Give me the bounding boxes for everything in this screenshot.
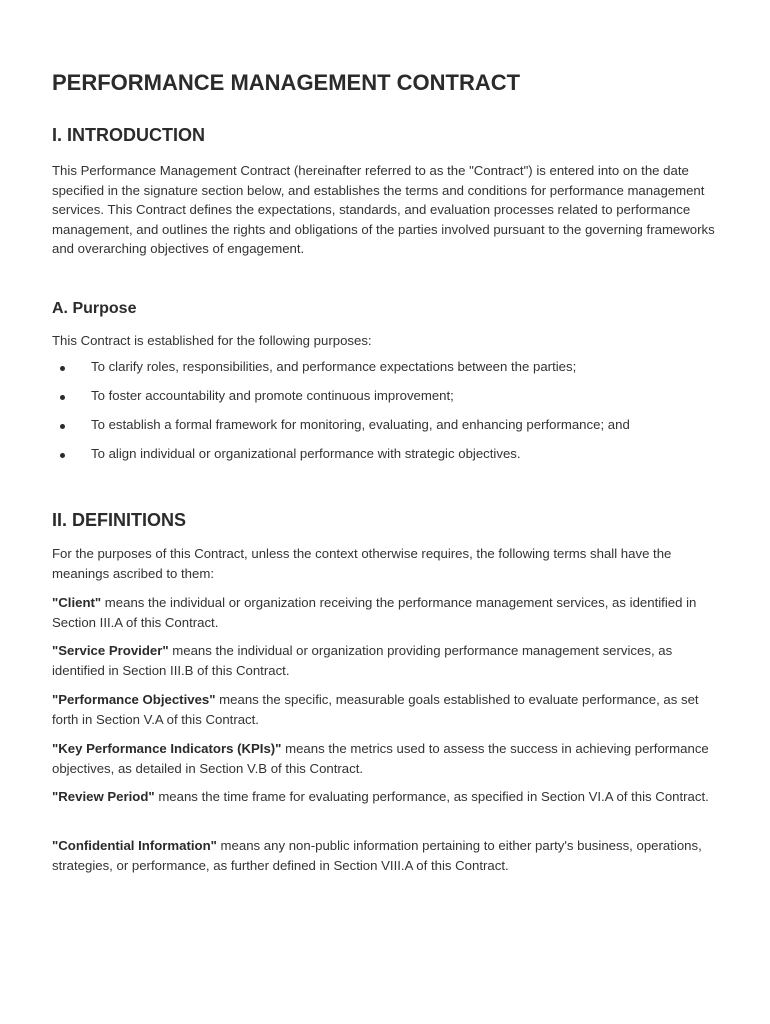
list-item-text: To align individual or organizational performance with strategic objectives. (91, 446, 521, 461)
definition-performance-objectives (52, 690, 720, 729)
definition-term: "Service Provider" (52, 643, 169, 658)
definition-text: means the time frame for evaluating performance, as specified in Section VI.A of this Contract. (154, 789, 709, 804)
list-item (52, 357, 701, 377)
bullet-icon (60, 424, 65, 429)
definition-text: means the individual or organization receiving the performance management services, as identified in Section III.A of this Contract. (52, 595, 697, 630)
definition-text: means any non-public information pertaining to either party's business, operations, strategies, or performance, as further defined in Section VIII.A of this Contract. (52, 838, 702, 873)
list-item (52, 415, 701, 435)
definition-text: means the specific, measurable goals established to evaluate performance, as set forth in Section V.A of this Contract. (52, 692, 699, 727)
definition-text: means the metrics used to assess the success in achieving performance objectives, as detailed in Section V.B of this Contract. (52, 741, 709, 776)
definition-term: "Performance Objectives" (52, 692, 216, 707)
list-item (52, 444, 701, 464)
definition-term: "Client" (52, 595, 102, 610)
definition-text: means the individual or organization providing performance management services, as identified in Section III.B of this Contract. (52, 643, 673, 678)
section-heading-definitions: II. DEFINITIONS (52, 510, 187, 530)
definition-confidential-information (52, 836, 720, 875)
definition-service-provider (52, 641, 720, 680)
list-item-text: To foster accountability and promote continuous improvement; (91, 388, 454, 403)
definitions-intro: For the purposes of this Contract, unless the context otherwise requires, the following terms shall have the meanings ascribed to them: (52, 546, 672, 581)
definition-term: "Review Period" (52, 789, 155, 804)
purpose-intro: This Contract is established for the following purposes: (52, 333, 372, 348)
definition-term: "Key Performance Indicators (KPIs)" (52, 741, 282, 756)
definition-term: "Confidential Information" (52, 838, 217, 853)
purpose-list (52, 357, 720, 473)
bullet-icon (60, 395, 65, 400)
bullet-icon (60, 453, 65, 458)
introduction-paragraph: This Performance Management Contract (hereinafter referred to as the "Contract") is entered into on the date specified in the signature section below, and establishes the terms and conditions for performance management services. This Contract defines the expectations, standards, and evaluation processes related to performance management, and outlines the rights and obligations of the parties involved pursuant to the governing frameworks and overarching objectives of engagement. (52, 163, 715, 256)
definition-client (52, 593, 720, 632)
list-item-text: To clarify roles, responsibilities, and performance expectations between the parties; (91, 359, 577, 374)
subsection-heading-purpose: A. Purpose (52, 300, 137, 317)
definition-kpis (52, 739, 720, 778)
list-item-text: To establish a formal framework for monitoring, evaluating, and enhancing performance; and (91, 417, 630, 432)
list-item (52, 386, 701, 406)
definition-review-period (52, 787, 720, 807)
section-heading-introduction: I. INTRODUCTION (52, 125, 205, 145)
bullet-icon (60, 366, 65, 371)
document-title: PERFORMANCE MANAGEMENT CONTRACT (52, 70, 521, 95)
